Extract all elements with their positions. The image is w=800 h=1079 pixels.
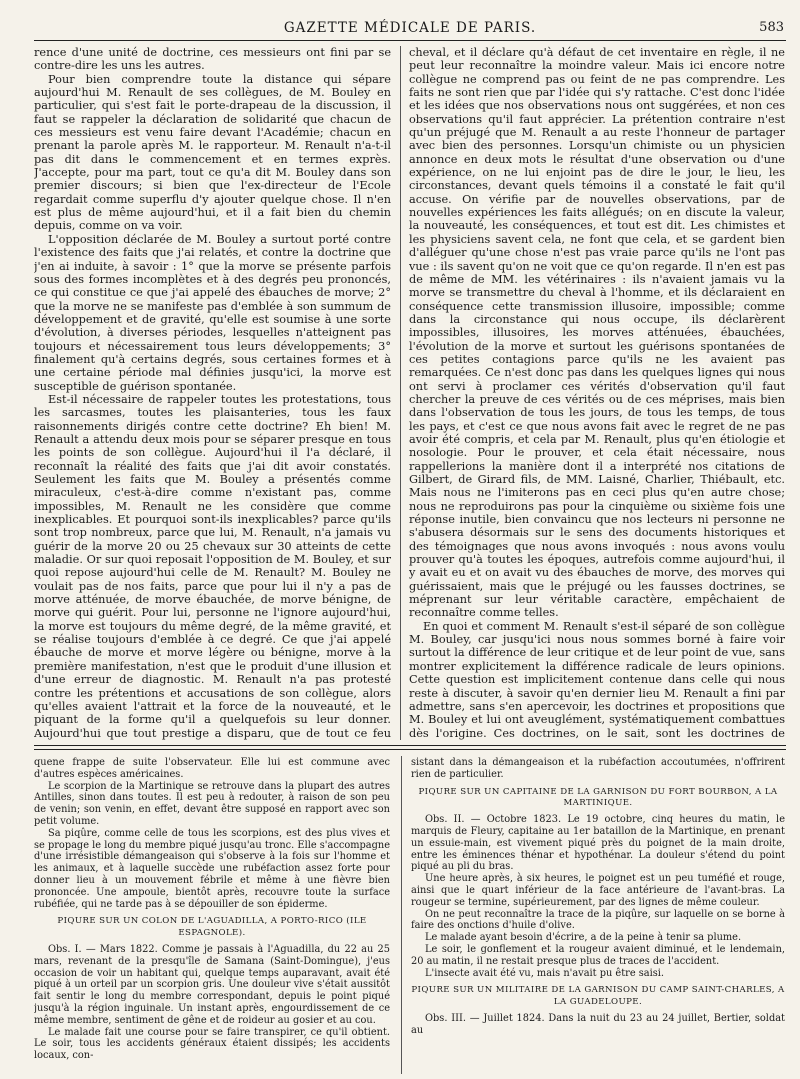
paragraph: Est-il nécessaire de rappeler toutes les protestations, tous les sarcasmes, toutes les plaisanteries, tous les faux raisonnements dirigés contre cette doctrine? Eh bien! M. Renault a attendu deux mois pour se séparer presque en tous les points de son collègue. Aujourd'hui il l'a déclaré, il reconnaît la réalité des faits que j'ai dit avoir constatés. Seulement les faits que M. Bouley a présentés comme miraculeux, c'est-à-dire comme n'existant pas, comme impossibles, M. Renault ne les considère que comme inexplicables. Et pourquoi sont-ils inexplicables? parce qu'ils sont trop nombreux, parce que lui, M. Renault, n'a jamais vu guérir de la morve 20 ou 25 chevaux sur 30 atteints de cette maladie. Or sur quoi reposait l'opposition de M. Bouley, et sur quoi repose aujourd'hui celle de M. Renault? M. Bouley ne voulait pas de nos faits, parce que pour lui il n'y a pas de morve atténuée, de morve ébauchée, de morve bénigne, de morve qui guérit. Pour lui, personne ne l'ignore aujourd'hui, la morve est toujours du même degré, de la même gravité, et se réalise toujours d'emblée à ce degré. Ce que j'ai appelé ébauche de morve et morve légère ou bénigne, morve à la première manifestation, n'est que le produit d'une illusion et d'une erreur de diagnostic. M. Renault n'a pas protesté contre les prétentions et accusations de son collègue, alors qu'elles avaient l'attrait et la force de la nouveauté, et le piquant de la forme qu'il a quelquefois su leur donner. Aujourd'hui que tout prestige a disparu, que de tout ce feu (34, 392, 391, 740)
paragraph: Pour bien comprendre toute la distance qui sépare aujourd'hui M. Renault de ses collègues, de M. Bouley en particulier, qui s'est fait le porte-drapeau de la discussion, il faut se rappeler la déclaration de solidarité que chacun de ces messieurs est venu faire devant l'Académie; chacun en prenant la parole après M. le rapporteur. M. Renault n'a-t-il pas dit dans le commencement et en termes exprès. J'accepte, pour ma part, tout ce qu'a dit M. Bouley dans son premier discours; si bien que l'ex-directeur de l'Ecole regardait comme superflu d'y ajouter quelque chose. Il n'en est plus de même aujourd'hui, et il a fait bien du chemin depuis, comme on va voir. (34, 72, 391, 233)
section-heading: PIQURE SUR UN COLON DE L'AGUADILLA, A PORTO-RICO (ILE ESPAGNOLE). (57, 916, 367, 939)
paragraph: Le scorpion de la Martinique se retrouve dans la plupart des autres Antilles, sinon dans toutes. Il est peu à redouter, à raison de son peu de venin; son venin, en effet, devant être supposé en rapport avec son petit volume. (34, 780, 390, 827)
column-divider (400, 46, 401, 740)
header-rule (34, 40, 786, 41)
paragraph: Sa piqûre, comme celle de tous les scorpions, est des plus vives et se propage le long du membre piqué jusqu'au tronc. Elle s'accompagne d'une irrésistible démangeaison qui s'observe à la fois sur l'homme et les animaux, et à laquelle succède une rubéfaction assez forte pour donner lieu à un mouvement fébrile et même à une fièvre bien prononcée. Une ampoule, bientôt après, recouvre toute la surface rubéfiée, qui ne tarde pas à se dépouiller de son épiderme. (34, 827, 390, 910)
paragraph: On ne peut reconnaître la trace de la piqûre, sur laquelle on se borne à faire des onctions d'huile d'olive. (411, 908, 785, 932)
left-column (34, 46, 391, 740)
paragraph: Le malade fait une course pour se faire transpirer, ce qu'il obtient. Le soir, tous les accidents généraux étaient dissipés; les accidents locaux, con- (34, 1026, 390, 1062)
paragraph: L'opposition déclarée de M. Bouley a surtout porté contre l'existence des faits que j'ai relatés, et contre la doctrine que j'en ai induite, à savoir : 1° que la morve se présente parfois sous des formes incomplètes et à des degrés peu prononcés, ce qui constitue ce que j'ai appelé des ébauches de morve; 2° que la morve ne se manifeste pas d'emblée à son summum de développement et de gravité, qu'elle est soumise à une sorte d'évolution, à diverses périodes, lesquelles n'atteignent pas toujours et nécessairement tous leurs développements; 3° finalement qu'à certains degrés, sous certaines formes et à une certaine période mal définies jusqu'ici, la morve est susceptible de guérison spontanée. (34, 232, 391, 393)
paragraph: Une heure après, à six heures, le poignet est un peu tuméfié et rouge, ainsi que le quart inférieur de la face antérieure de l'avant-bras. La rougeur se termine, supérieurement, par des lignes de même couleur. (411, 873, 785, 908)
paragraph: Le soir, le gonflement et la rougeur avaient diminué, et le lendemain, 20 au matin, il ne restait presque plus de traces de l'accident. (411, 943, 785, 967)
paragraph: Obs. II. — Octobre 1823. Le 19 octobre, cinq heures du matin, le marquis de Fleury, capitaine au 1er bataillon de la Martinique, en prenant un essuie-main, est vivement piqué près du poignet de la main droite, entre les éminences thénar et hypothénar. La douleur s'étend du point piqué au pli du bras. (411, 814, 785, 873)
section-heading: PIQURE SUR UN CAPITAINE DE LA GARNISON DU FORT BOURBON, A LA MARTINIQUE. (418, 786, 778, 809)
page-header (34, 12, 786, 38)
feuilleton-right-column (411, 757, 785, 1075)
paragraph: cheval, et il déclare qu'à défaut de cet inventaire en règle, il ne peut leur reconnaître la moindre valeur. Mais ici encore notre collègue ne comprend pas ou feint de ne pas comprendre. Les faits ne sont rien que par l'idée qui s'y rattache. C'est donc l'idée et les idées que nos observations nous ont suggérées, et non ces observations qu'il faut apprécier. La prétention contraire n'est qu'un préjugé que M. Renault a au reste l'honneur de partager avec bien des personnes. Lorsqu'un chimiste ou un physicien annonce en deux mots le résultat d'une observation ou d'une expérience, on ne lui enjoint pas de dire le jour, le lieu, les circonstances, devant quels témoins il a constaté le fait qu'il accuse. On vérifie par de nouvelles observations, par de nouvelles expériences les faits allégués; on en discute la valeur, la nouveauté, les conséquences, et tout est dit. Les chimistes et les physiciens savent cela, ne font que cela, et se gardent bien d'alléguer qu'une chose n'est pas vraie parce qu'ils ne l'ont pas vue : ils savent qu'on ne voit que ce qu'on regarde. Il n'en est pas de même de MM. les vétérinaires : ils n'avaient jamais vu la morve se transmettre du cheval à l'homme, et ils déclaraient en conséquence cette transmission illusoire, impossible; comme dans la circonstance qui nous occupe, ils déclarèrent impossibles, illusoires, les morves atténuées, ébauchées, l'évolution de la morve et surtout les guérisons spontanées de ces petites contagions parce qu'ils ne les avaient pas remarquées. Ce n'est donc pas dans les quelques lignes qui nous ont servi à proclamer ces vérités d'observation qu'il faut chercher la preuve de ces vérités ou de ces méprises, mais bien dans l'observation de tous les jours, de tous les temps, de tous les pays, et c'est ce que nous avons fait avec le regret de ne pas avoir été compris, et cela par M. Renault, plus qu'en étiologie et nosologie. Pour le prouver, et cela était nécessaire, nous rappellerions la manière dont il a interprété nos citations de Gilbert, de Girard fils, de MM. Laisné, Charlier, Thiébault, etc. Mais nous ne l'imiterons pas en ceci plus qu'en autre chose; nous ne reproduirons pas pour la cinquième ou sixième fois une réponse inutile, bien convaincu que nos lecteurs ni personne ne s'abusera désormais sur le sens des documents historiques et des témoignages que nous avons invoqués : nous avons voulu prouver qu'à toutes les époques, autrefois comme aujourd'hui, il y avait eu et on avait vu des ébauches de morve, des morves qui guérissaient, mais que le préjugé ou les fausses doctrines, se méprenant sur leur véritable caractère, empêchaient de reconnaître comme telles. (409, 46, 785, 620)
paragraph: Le malade ayant besoin d'écrire, a de la peine à tenir sa plume. (425, 932, 742, 944)
feuilleton-rule-thin (34, 749, 786, 750)
paragraph: Obs. III. — Juillet 1824. Dans la nuit du 23 au 24 juillet, Bertier, soldat au (411, 1012, 785, 1036)
feuilleton-divider (401, 756, 402, 1074)
feuilleton-rule (34, 745, 786, 746)
page-number: 583 (759, 20, 784, 35)
paragraph: Obs. I. — Mars 1822. Comme je passais à l'Aguadilla, du 22 au 25 mars, revenant de la presqu'île de Samana (Saint-Domingue), j'eus occasion de voir un habitant qui, quelque temps auparavant, avait été piqué à un orteil par un scorpion gris. Une douleur vive s'était aussitôt fait sentir le long du membre correspondant, depuis le point piqué jusqu'à la région inguinale. Un instant après, engourdissement de ce même membre, sentiment de gêne et de roideur au gosier et au cou. (34, 943, 390, 1026)
paragraph: sistant dans la démangeaison et la rubéfaction accoutumées, n'offrirent rien de particulier. (411, 757, 785, 780)
paragraph: rence d'une unité de doctrine, ces messieurs ont fini par se contre-dire les uns les autres. (34, 46, 391, 73)
paragraph: L'insecte avait été vu, mais n'avait pu être saisi. (425, 967, 665, 979)
journal-title: GAZETTE MÉDICALE DE PARIS. (283, 20, 537, 36)
paragraph: En quoi et comment M. Renault s'est-il séparé de son collègue M. Bouley, car jusqu'ici nous nous sommes borné à faire voir surtout la différence de leur critique et de leur point de vue, sans montrer explicitement la différence radicale de leurs opinions. Cette question est implicitement contenue dans celle qui nous reste à discuter, à savoir qu'en dernier lieu M. Renault a fini par admettre, sans s'en apercevoir, les doctrines et propositions que M. Bouley et lui ont aveuglément, systématiquement combattues dès l'origine. Ces doctrines, on le sait, sont les doctrines de (409, 619, 785, 740)
paragraph: quene frappe de suite l'observateur. Elle lui est commune avec d'autres espèces américaines. (34, 757, 390, 780)
right-column (409, 46, 785, 740)
section-heading: PIQURE SUR UN MILITAIRE DE LA GARNISON DU CAMP SAINT-CHARLES, A LA GUADELOUPE. (411, 985, 785, 1008)
feuilleton-left-column (34, 757, 390, 1075)
